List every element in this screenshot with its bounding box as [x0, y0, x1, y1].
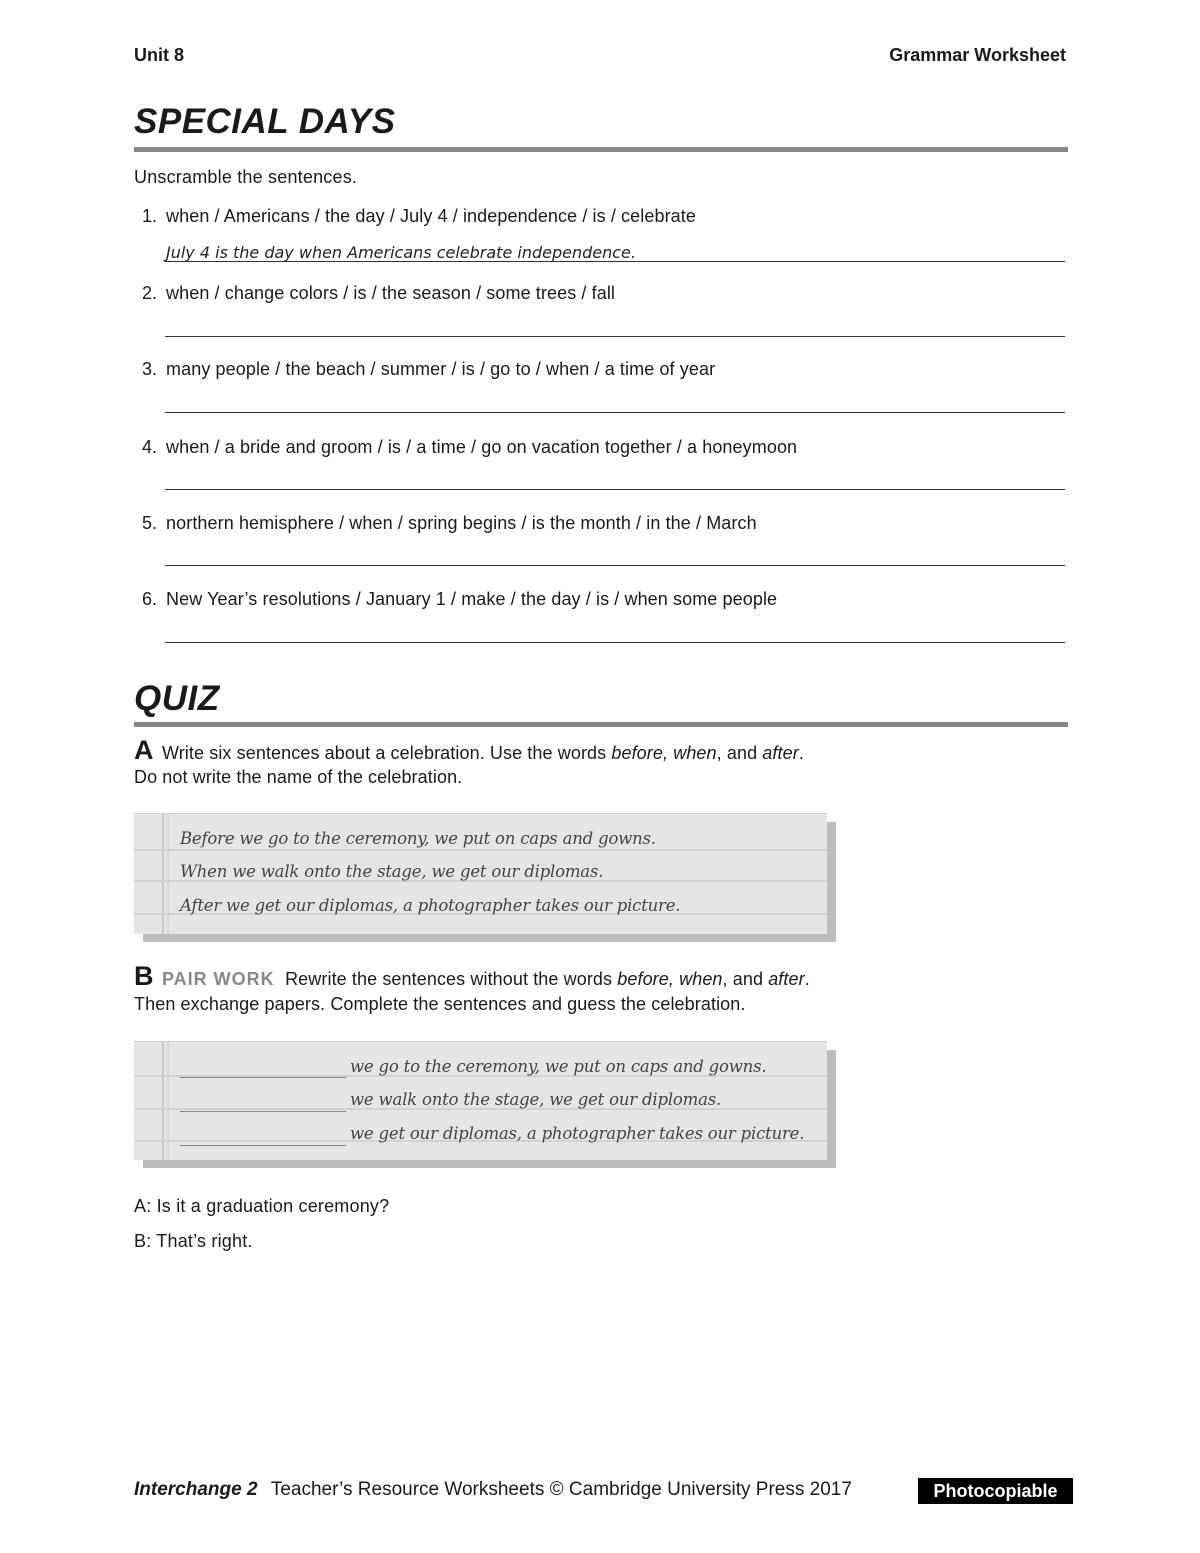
example-card-a [134, 813, 827, 934]
keyword-after: after [762, 743, 799, 763]
item-number: 3. [142, 359, 158, 379]
answer-line[interactable] [165, 412, 1065, 413]
item-answer: July 4 is the day when Americans celebrate independence. [166, 243, 636, 262]
instruction: Unscramble the sentences. [134, 167, 358, 187]
item-number: 1. [142, 206, 158, 226]
instruction-text: Rewrite the sentences without the words [285, 969, 618, 989]
item-number: 4. [142, 437, 158, 457]
quiz-rule [134, 722, 1068, 727]
example-sentence: After we get our diplomas, a photographer takes our picture. [180, 896, 681, 915]
item-number: 2. [142, 283, 158, 303]
item-prompt: when / Americans / the day / July 4 / independence / is / celebrate [166, 206, 697, 226]
part-a-letter: A [134, 735, 154, 765]
instruction-text: , and [716, 743, 763, 763]
keyword-after: after [768, 969, 805, 989]
part-a-heading [134, 735, 804, 766]
example-sentence: Before we go to the ceremony, we put on caps and gowns. [180, 829, 656, 848]
pair-work-label: PAIR WORK [161, 969, 275, 989]
instruction-text: Write six sentences about a celebration. Use the words [161, 743, 612, 763]
item-number: 5. [142, 513, 158, 533]
item-prompt: New Year’s resolutions / January 1 / make / the day / is / when some people [166, 589, 778, 609]
instruction-text: . [798, 743, 804, 763]
keyword-before: before, [611, 743, 669, 763]
section-title: SPECIAL DAYS [134, 102, 396, 141]
example-sentence: we get our diplomas, a photographer takes our picture. [350, 1124, 805, 1143]
photocopiable-badge: Photocopiable [918, 1478, 1073, 1504]
answer-line[interactable] [165, 489, 1065, 490]
card-rule [134, 849, 827, 851]
instruction-text: , and [722, 969, 769, 989]
card-margin-line [162, 1042, 164, 1160]
card-margin-line [167, 814, 169, 934]
part-a-instruction-line2: Do not write the name of the celebration. [134, 767, 463, 787]
item-number: 6. [142, 589, 158, 609]
fill-blank[interactable] [180, 1077, 346, 1078]
keyword-when: when [679, 969, 723, 989]
keyword-before: before, [617, 969, 674, 989]
card-margin-line [162, 814, 164, 934]
quiz-title: QUIZ [134, 679, 220, 718]
answer-line[interactable] [165, 336, 1065, 337]
dialogue-line-b: B: That’s right. [134, 1231, 253, 1251]
unit-label: Unit 8 [134, 45, 185, 65]
part-b-instruction-line2: Then exchange papers. Complete the sentences and guess the celebration. [134, 994, 746, 1014]
part-b-letter: B [134, 961, 154, 991]
item-prompt: when / a bride and groom / is / a time / go on vacation together / a honeymoon [166, 437, 798, 457]
answer-line[interactable] [165, 565, 1065, 566]
answer-line[interactable] [165, 261, 1065, 262]
item-prompt: northern hemisphere / when / spring begins / is the month / in the / March [166, 513, 757, 533]
example-sentence: When we walk onto the stage, we get our diplomas. [180, 862, 604, 881]
part-b-heading [134, 961, 810, 992]
fill-blank[interactable] [180, 1145, 346, 1146]
worksheet-label: Grammar Worksheet [889, 45, 1066, 65]
keyword-when: when [673, 743, 717, 763]
example-sentence: we walk onto the stage, we get our diplomas. [350, 1090, 722, 1109]
instruction-text: . [804, 969, 810, 989]
answer-line[interactable] [165, 642, 1065, 643]
item-prompt: many people / the beach / summer / is / go to / when / a time of year [166, 359, 716, 379]
example-card-b [134, 1041, 827, 1160]
copyright-text: Teacher’s Resource Worksheets © Cambridge University Press 2017 [270, 1479, 852, 1500]
dialogue-line-a: A: Is it a graduation ceremony? [134, 1196, 390, 1216]
example-sentence: we go to the ceremony, we put on caps and gowns. [350, 1057, 767, 1076]
part-a-instruction [162, 743, 804, 763]
card-margin-line [167, 1042, 169, 1160]
part-b-instruction [285, 969, 810, 989]
item-prompt: when / change colors / is / the season / some trees / fall [166, 283, 616, 303]
fill-blank[interactable] [180, 1111, 346, 1112]
footer-credit [134, 1479, 852, 1501]
book-title: Interchange 2 [134, 1479, 258, 1500]
title-rule [134, 147, 1068, 152]
